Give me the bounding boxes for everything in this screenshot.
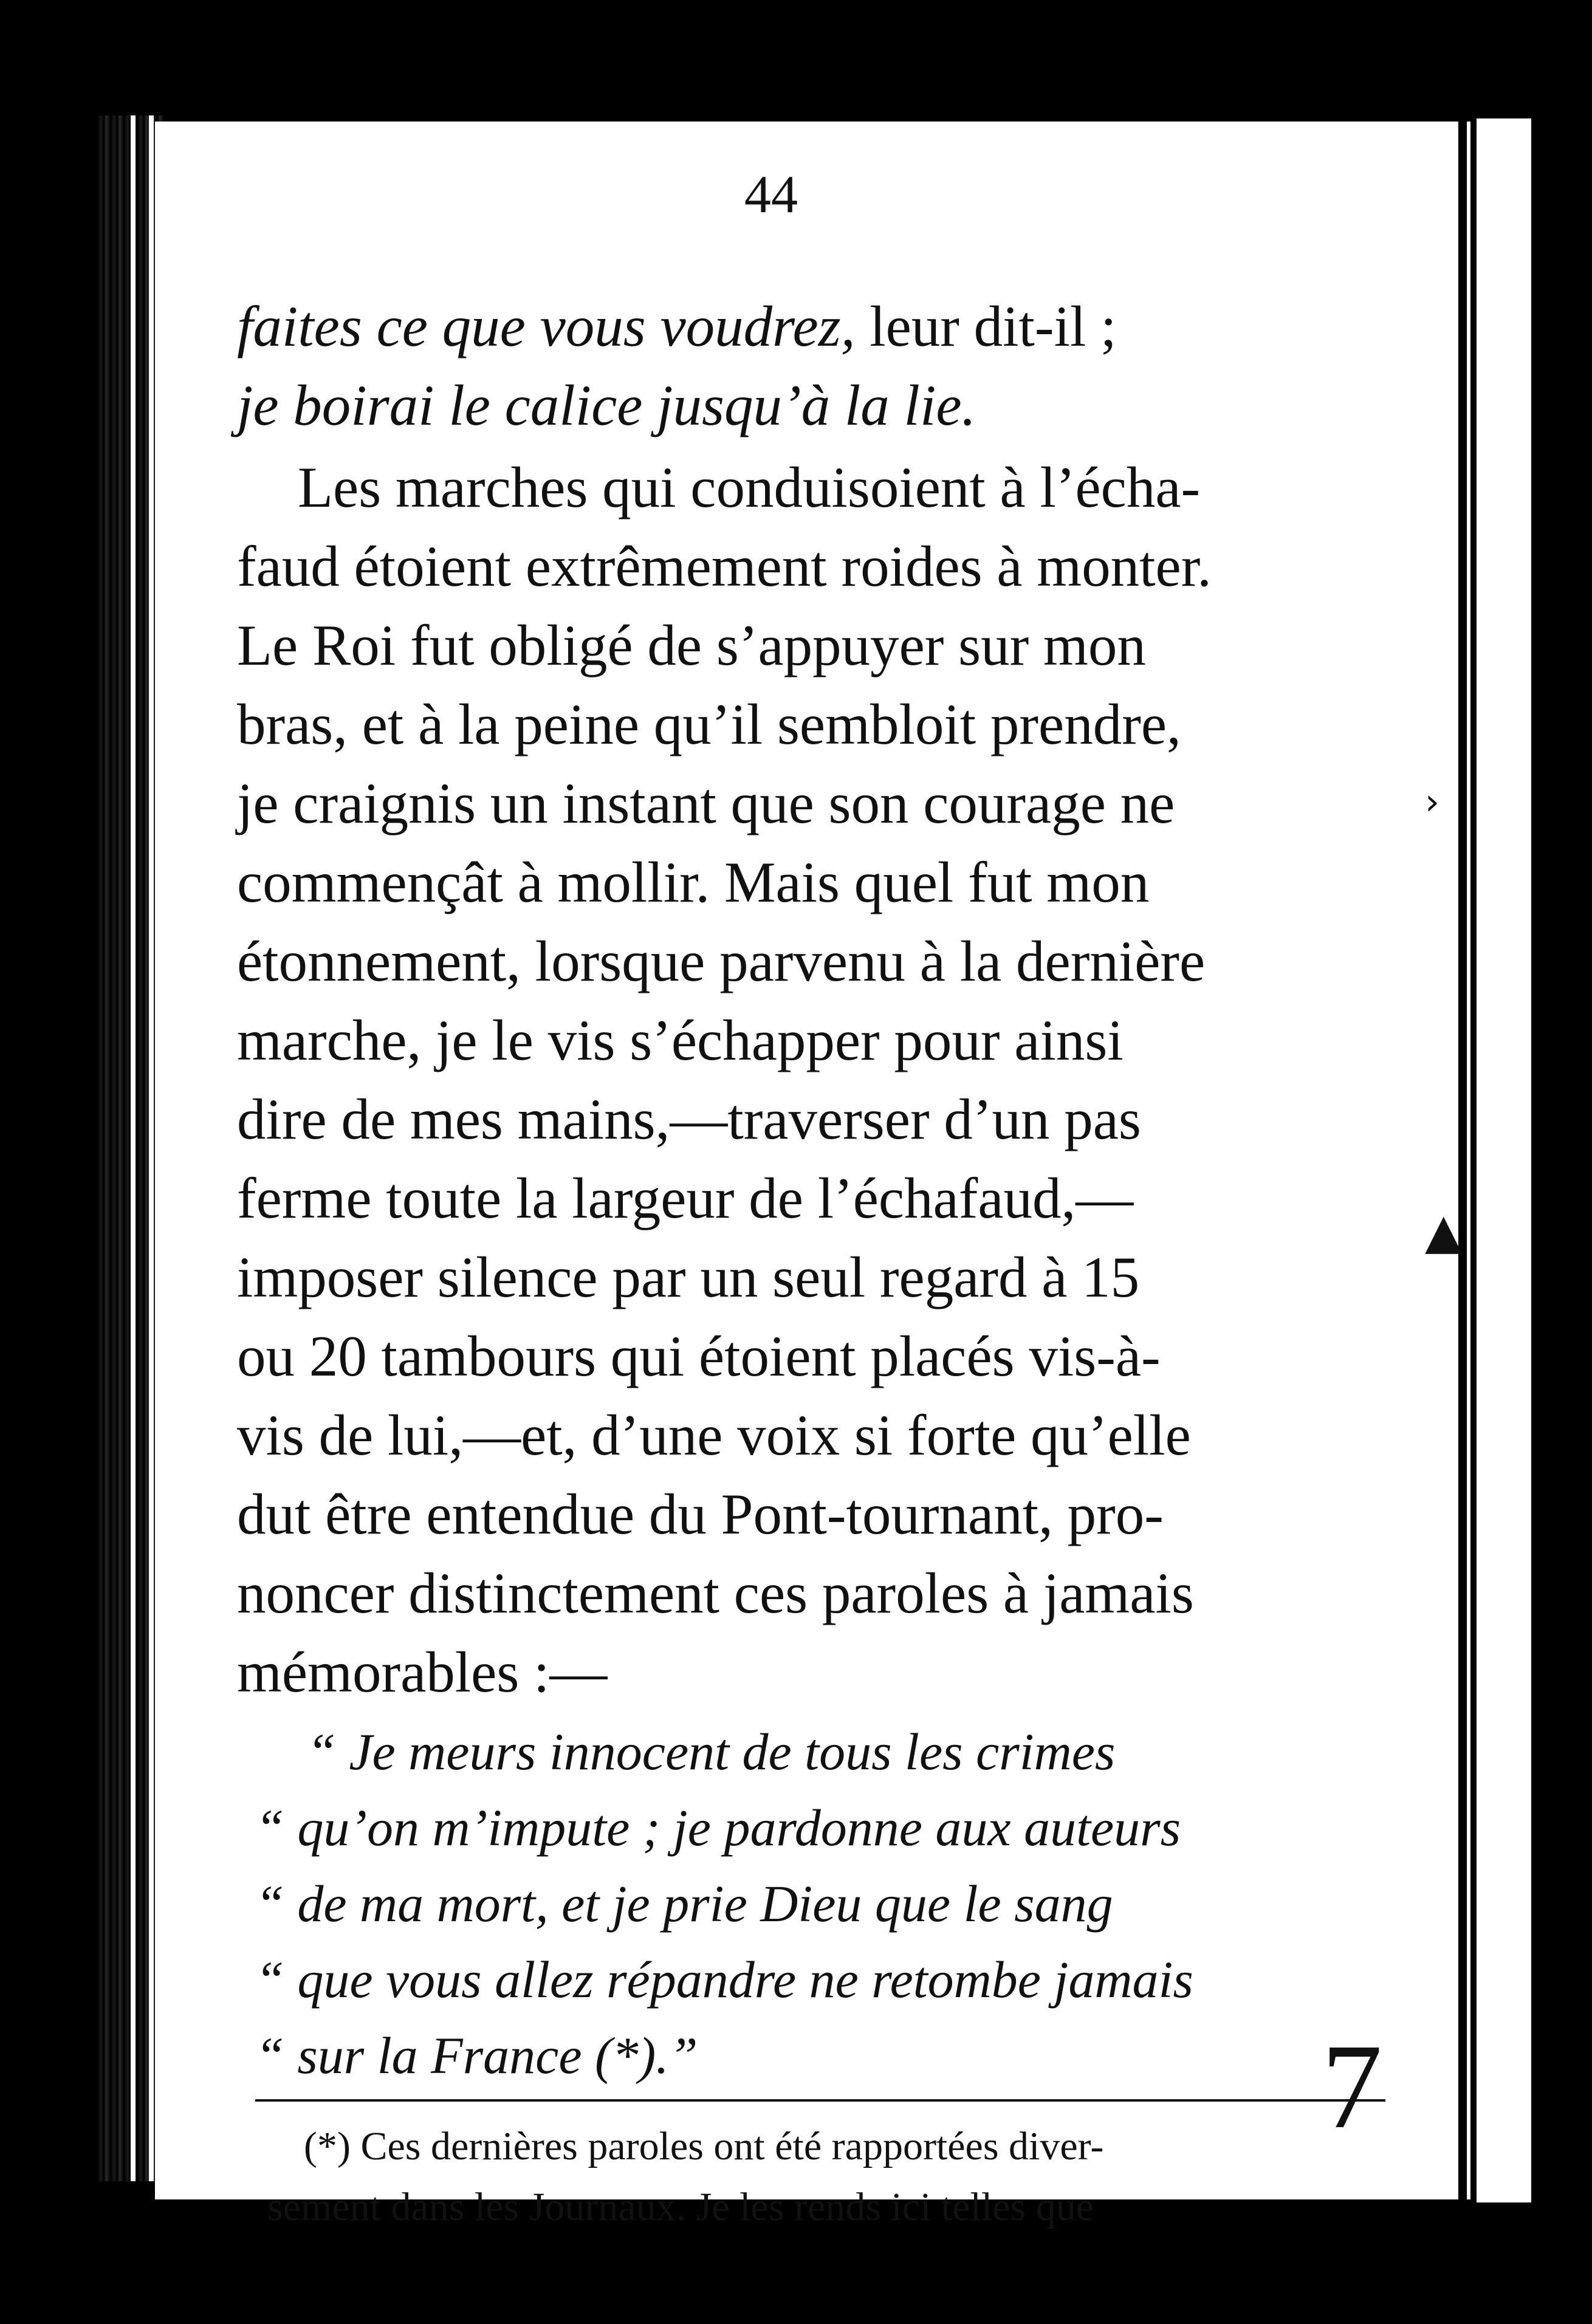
page-edge xyxy=(1458,118,1467,2202)
adjacent-page-strip xyxy=(1470,118,1531,2202)
gutter-line xyxy=(149,115,154,2181)
body-line: noncer distinctement ces paroles à jamais xyxy=(237,1561,1194,1625)
body-line: mémorables :— xyxy=(237,1640,608,1704)
body-line-roman: leur dit-il ; xyxy=(855,294,1117,358)
quote-line: “ Je meurs innocent de tous les crimes xyxy=(307,1722,1116,1781)
quote-line: “ qu’on m’impute ; je pardonne aux auteurs xyxy=(255,1798,1181,1857)
body-line: je craignis un instant que son courage ne xyxy=(237,771,1175,835)
body-line xyxy=(237,373,976,437)
body-line: étonnement, lorsque parvenu à la dernière xyxy=(237,929,1206,993)
quote-line: “ de ma mort, et je prie Dieu que le sang xyxy=(255,1874,1113,1933)
quote-line: “ que vous allez répandre ne retombe jamais xyxy=(255,1950,1193,2009)
body-line: ou 20 tambours qui étoient placés vis-à- xyxy=(237,1324,1161,1388)
body-line: faud étoient extrêmement roides à monter. xyxy=(237,534,1212,598)
body-line: bras, et à la peine qu’il sembloit prendre, xyxy=(237,692,1181,756)
footnote-line: sement dans les Journaux. Je les rends ici telles que xyxy=(267,2185,1094,2229)
body-line: marche, je le vis s’échapper pour ainsi xyxy=(237,1008,1124,1072)
body-line: Les marches qui conduisoient à l’écha- xyxy=(298,455,1201,519)
page-number: 44 xyxy=(744,165,798,224)
body-line: ferme toute la largeur de l’échafaud,— xyxy=(237,1166,1134,1230)
quote-line: “ sur la France (*).” xyxy=(255,2026,698,2085)
body-line xyxy=(237,294,1117,358)
margin-pencil-mark: 7 xyxy=(1322,2020,1382,2154)
body-line: vis de lui,—et, d’une voix si forte qu’elle xyxy=(237,1403,1191,1467)
margin-arrow-mark: ▲ xyxy=(1425,1203,1463,1260)
body-line: Le Roi fut obligé de s’appuyer sur mon xyxy=(237,613,1146,677)
body-line: imposer silence par un seul regard à 15 xyxy=(237,1245,1140,1309)
footnote-line: (*) Ces dernières paroles ont été rapportées diver- xyxy=(304,2124,1104,2168)
body-line-italic: faites ce que vous voudrez, xyxy=(237,294,856,358)
margin-tick-mark: › xyxy=(1425,781,1439,823)
body-line-italic: je boirai le calice jusqu’à la lie. xyxy=(237,373,976,437)
body-line: dire de mes mains,—traverser d’un pas xyxy=(237,1087,1141,1151)
footnote-rule xyxy=(255,2099,1385,2102)
body-line: commençât à mollir. Mais quel fut mon xyxy=(237,850,1150,914)
body-line: dut être entendue du Pont-tournant, pro- xyxy=(237,1482,1164,1546)
gutter-line xyxy=(131,115,136,2181)
